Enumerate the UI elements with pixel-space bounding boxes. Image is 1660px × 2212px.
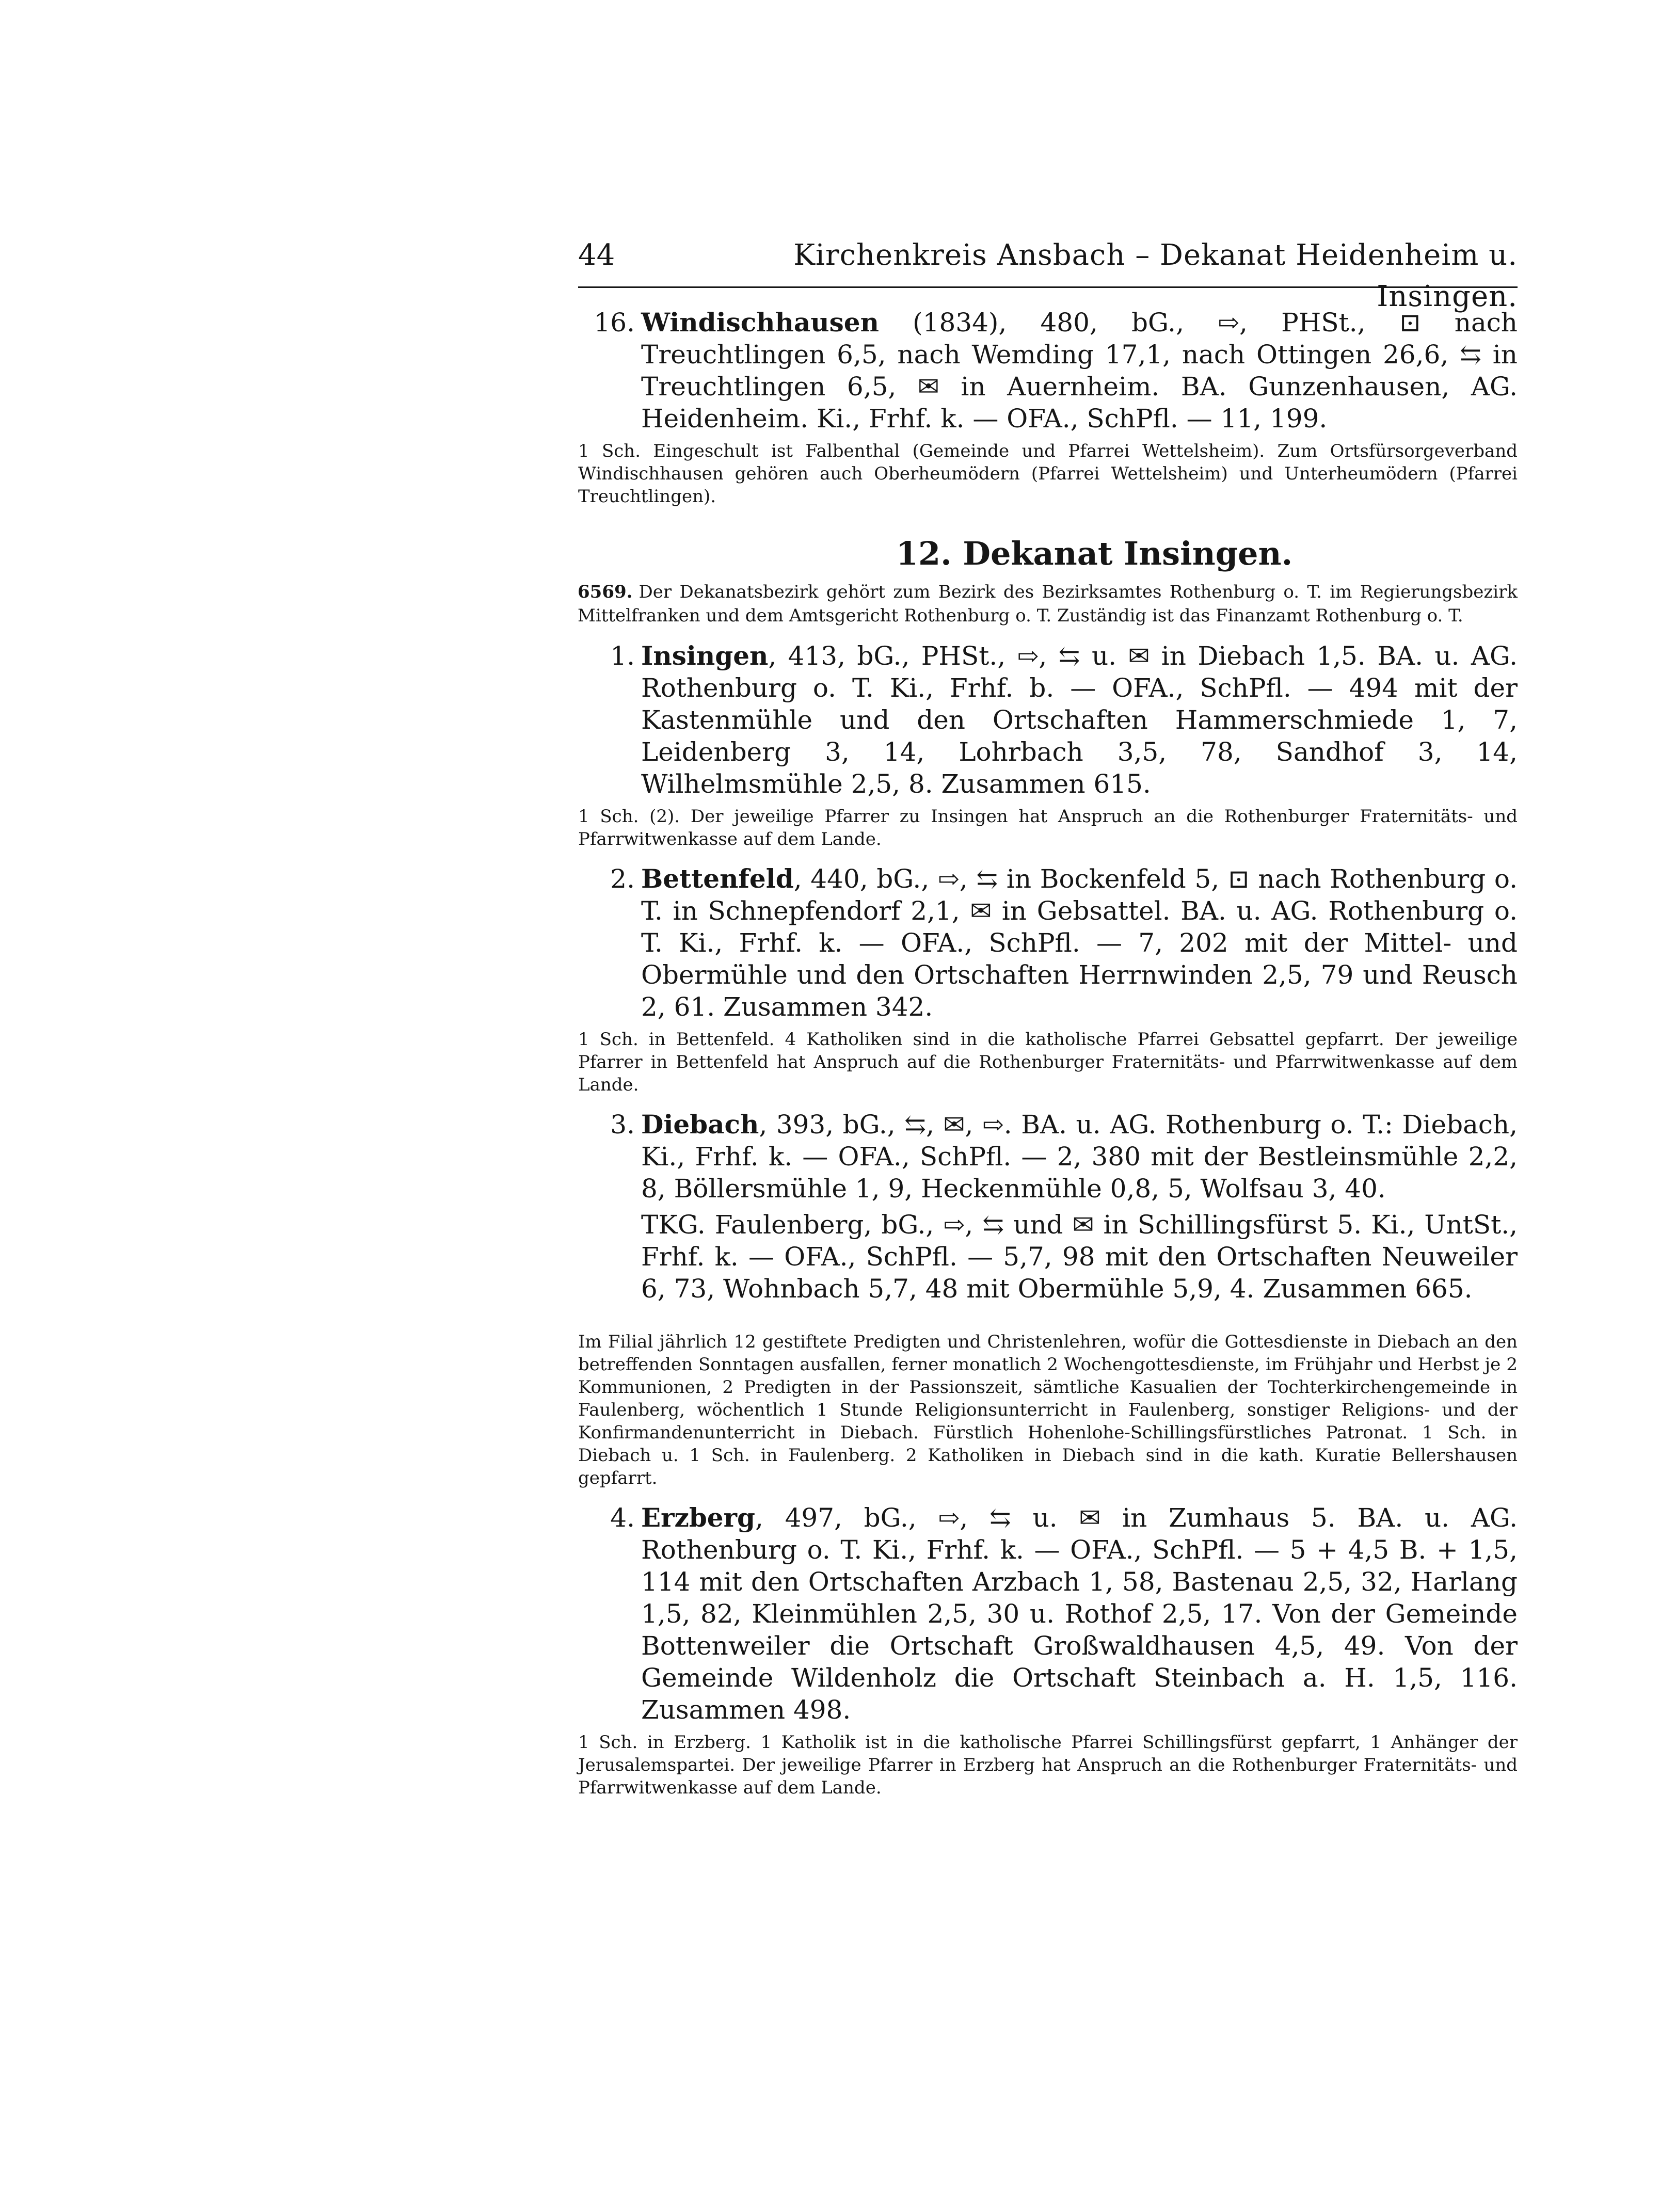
- place-name: Windischhausen: [641, 307, 879, 338]
- entry-number: 1.: [610, 641, 635, 671]
- entry-footnote: Im Filial jährlich 12 gestiftete Predigten und Christenlehren, wofür die Gottesdienste in Diebach an den betreffenden Sonntagen ausfallen, ferner monatlich 2 Wochengottesdienste, im Frühjahr und Herbst je 2 Kommunionen, 2 Predigten in der Passionszeit, sämtliche Kasualien der Tochterkirchengemeinde in Faulenberg, wöchentlich 1 Stunde Religionsunterricht in Faulenberg, sonstiger Religions- und der Konfirmandenunterricht in Diebach. Fürstlich Hohenlohe-Schillingsfürstliches Patronat. 1 Sch. in Diebach u. 1 Sch. in Faulenberg. 2 Katholiken in Diebach sind in die kath. Kuratie Bellershausen gepfarrt.: [578, 1332, 1518, 1488]
- entry-text: , 393, bG., ⇆, ✉, ⇨. BA. u. AG. Rothenburg o. T.: Diebach, Ki., Frhf. k. — OFA., SchPfl. — 2, 380 mit der Bestleinsmühle 2,2, 8, Böllersmühle 1, 9, Heckenmühle 0,8, 5, Wolfsau 3, 40.: [641, 1110, 1518, 1204]
- entry-text: , 497, bG., ⇨, ⇆ u. ✉ in Zumhaus 5. BA. u. AG. Rothenburg o. T. Ki., Frhf. k. — OFA., SchPfl. — 5 + 4,5 B. + 1,5, 114 mit den Ortschaften Arzbach 1, 58, Bastenau 2,5, 32, Harlang 1,5, 82, Kleinmühlen 2,5, 30 u. Rothof 2,5, 17. Von der Gemeinde Bottenweiler die Ortschaft Großwaldhausen 4,5, 49. Von der Gemeinde Wildenholz die Ortschaft Steinbach a. H. 1,5, 116. Zusammen 498.: [641, 1503, 1518, 1725]
- section-intro: [578, 580, 1518, 628]
- entry-diebach: [578, 1109, 1518, 1489]
- entry-number: 3.: [610, 1110, 635, 1140]
- page-number: 44: [578, 238, 615, 272]
- entry-number: 16.: [594, 308, 635, 338]
- entry-footnote: 1 Sch. Eingeschult ist Falbenthal (Gemeinde und Pfarrei Wettelsheim). Zum Ortsfürsorgeverband Windischhausen gehören auch Oberheumödern (Pfarrei Wettelsheim) und Unterheumödern (Pfarrei Treuchtlingen).: [578, 441, 1518, 507]
- paragraph-id: 6569.: [578, 582, 633, 602]
- place-name: Erzberg: [641, 1502, 755, 1533]
- entry-footnote: 1 Sch. in Bettenfeld. 4 Katholiken sind in die katholische Pfarrei Gebsattel gepfarrt. Der jeweilige Pfarrer in Bettenfeld hat Anspruch auf die Rothenburger Fraternitäts- und Pfarrwitwenkasse auf dem Lande.: [578, 1029, 1518, 1095]
- entry-text: , 413, bG., PHSt., ⇨, ⇆ u. ✉ in Diebach 1,5. BA. u. AG. Rothenburg o. T. Ki., Frhf. b. — OFA., SchPfl. — 494 mit der Kastenmühle und den Ortschaften Hammerschmiede 1, 7, Leidenberg 3, 14, Lohrbach 3,5, 78, Sandhof 3, 14, Wilhelmsmühle 2,5, 8. Zusammen 615.: [641, 641, 1518, 799]
- entry-insingen: [578, 640, 1518, 851]
- entry-number: 4.: [610, 1503, 635, 1533]
- entry-windischhausen: [578, 307, 1518, 508]
- section-intro-text: Der Dekanatsbezirk gehört zum Bezirk des Bezirksamtes Rothenburg o. T. im Regierungsbezirk Mittelfranken und dem Amtsgericht Rothenburg o. T. Zuständig ist das Finanzamt Rothenburg o. T.: [578, 582, 1518, 626]
- place-name: Diebach: [641, 1109, 759, 1140]
- entry-text: (1834), 480, bG., ⇨, PHSt., ⊡ nach Treuchtlingen 6,5, nach Wemding 17,1, nach Ottingen 26,6, ⇆ in Treuchtlingen 6,5, ✉ in Auernheim. BA. Gunzenhausen, AG. Heidenheim. Ki., Frhf. k. — OFA., SchPfl. — 11, 199.: [641, 308, 1518, 434]
- entry-bettenfeld: [578, 863, 1518, 1096]
- book-page: [578, 235, 1518, 1799]
- page-header: [578, 235, 1518, 313]
- place-name: Insingen: [641, 640, 769, 671]
- filial-paragraph: TKG. Faulenberg, bG., ⇨, ⇆ und ✉ in Schillingsfürst 5. Ki., UntSt., Frhf. k. — OFA., SchPfl. — 5,7, 98 mit den Ortschaften Neuweiler 6, 73, Wohnbach 5,7, 48 mit Obermühle 5,9, 4. Zusammen 665.: [641, 1210, 1518, 1304]
- entry-footnote: 1 Sch. in Erzberg. 1 Katholik ist in die katholische Pfarrei Schillingsfürst gepfarrt, 1 Anhänger der Jerusalemspartei. Der jeweilige Pfarrer in Erzberg hat Anspruch an die Rothenburger Fraternitäts- und Pfarrwitwenkasse auf dem Lande.: [578, 1732, 1518, 1798]
- place-name: Bettenfeld: [641, 863, 794, 894]
- entry-footnote: 1 Sch. (2). Der jeweilige Pfarrer zu Insingen hat Anspruch an die Rothenburger Fraternitäts- und Pfarrwitwenkasse auf dem Lande.: [578, 806, 1518, 849]
- entry-erzberg: [578, 1502, 1518, 1799]
- section-title: 12. Dekanat Insingen.: [896, 535, 1293, 572]
- entry-number: 2.: [610, 864, 635, 894]
- entry-text: , 440, bG., ⇨, ⇆ in Bockenfeld 5, ⊡ nach Rothenburg o. T. in Schnepfendorf 2,1, ✉ in Gebsattel. BA. u. AG. Rothenburg o. T. Ki., Frhf. k. — OFA., SchPfl. — 7, 202 mit der Mittel- und Obermühle und den Ortschaften Herrnwinden 2,5, 79 und Reusch 2, 61. Zusammen 342.: [641, 864, 1518, 1022]
- running-title: Kirchenkreis Ansbach – Dekanat Heidenheim u. Insingen.: [793, 238, 1518, 313]
